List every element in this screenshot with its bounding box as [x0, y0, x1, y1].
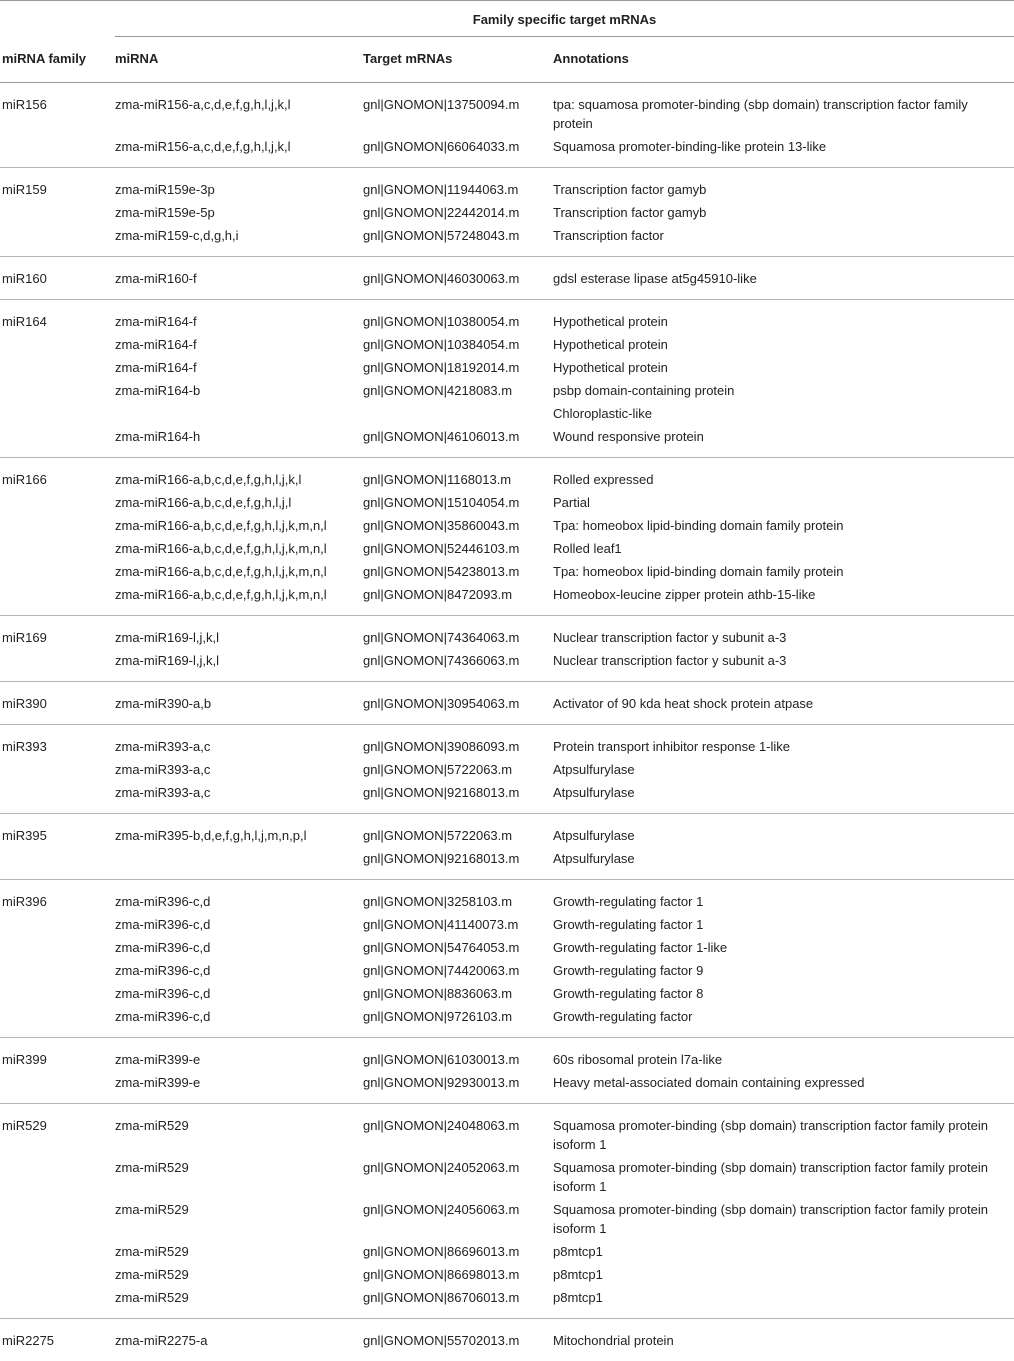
mirna-cell: zma-miR166-a,b,c,d,e,f,g,h,l,j,k,m,n,l	[115, 537, 363, 560]
mirna-family-cell	[0, 560, 115, 583]
mirna-cell: zma-miR159e-5p	[115, 201, 363, 224]
table-row	[0, 982, 1014, 1005]
mirna-family-cell	[0, 201, 115, 224]
table-row	[0, 616, 1014, 650]
annotation-cell: gdsl esterase lipase at5g45910-like	[553, 257, 1014, 300]
target-mrna-cell: gnl|GNOMON|9726103.m	[363, 1005, 553, 1038]
target-mrna-cell: gnl|GNOMON|5722063.m	[363, 814, 553, 848]
table-row	[0, 537, 1014, 560]
target-mrna-cell: gnl|GNOMON|22442014.m	[363, 201, 553, 224]
annotation-cell: Rolled leaf1	[553, 537, 1014, 560]
annotation-cell: Growth-regulating factor 1-like	[553, 936, 1014, 959]
target-mrna-cell: gnl|GNOMON|39086093.m	[363, 725, 553, 759]
annotation-cell: Atpsulfurylase	[553, 847, 1014, 880]
mirna-family-cell	[0, 936, 115, 959]
annotation-cell: Growth-regulating factor 1	[553, 880, 1014, 914]
target-mrna-cell: gnl|GNOMON|35860043.m	[363, 514, 553, 537]
mirna-cell: zma-miR399-e	[115, 1071, 363, 1104]
table-row	[0, 814, 1014, 848]
mirna-cell: zma-miR395-b,d,e,f,g,h,l,j,m,n,p,l	[115, 814, 363, 848]
table-row	[0, 257, 1014, 300]
mirna-cell: zma-miR2275-a	[115, 1319, 363, 1361]
table-row	[0, 300, 1014, 334]
annotation-cell: Squamosa promoter-binding-like protein 13-like	[553, 135, 1014, 168]
target-mrna-cell: gnl|GNOMON|74366063.m	[363, 649, 553, 682]
annotation-cell: Hypothetical protein	[553, 333, 1014, 356]
mirna-family-cell	[0, 781, 115, 814]
mirna-family-cell	[0, 649, 115, 682]
table-row	[0, 649, 1014, 682]
table-row	[0, 1240, 1014, 1263]
table-row	[0, 781, 1014, 814]
target-mrna-cell: gnl|GNOMON|61030013.m	[363, 1038, 553, 1072]
mirna-cell: zma-miR166-a,b,c,d,e,f,g,h,l,j,k,l	[115, 458, 363, 492]
mirna-cell	[115, 847, 363, 880]
annotation-cell: Atpsulfurylase	[553, 814, 1014, 848]
table-row	[0, 847, 1014, 880]
table-row	[0, 1038, 1014, 1072]
annotation-cell: Rolled expressed	[553, 458, 1014, 492]
mirna-family-cell	[0, 959, 115, 982]
mirna-cell: zma-miR529	[115, 1104, 363, 1157]
mirna-cell: zma-miR396-c,d	[115, 936, 363, 959]
annotation-cell: Tpa: homeobox lipid-binding domain family protein	[553, 514, 1014, 537]
mirna-family-cell	[0, 425, 115, 458]
annotation-cell: Tpa: homeobox lipid-binding domain family protein	[553, 560, 1014, 583]
mirna-cell: zma-miR529	[115, 1156, 363, 1198]
target-mrna-cell: gnl|GNOMON|8836063.m	[363, 982, 553, 1005]
annotation-cell: Mitochondrial protein	[553, 1319, 1014, 1361]
table-row	[0, 959, 1014, 982]
mirna-cell: zma-miR156-a,c,d,e,f,g,h,l,j,k,l	[115, 83, 363, 136]
target-mrna-cell: gnl|GNOMON|10384054.m	[363, 333, 553, 356]
target-mrna-cell: gnl|GNOMON|92930013.m	[363, 1071, 553, 1104]
mirna-cell: zma-miR159-c,d,g,h,i	[115, 224, 363, 257]
annotation-cell: Squamosa promoter-binding (sbp domain) transcription factor family protein isoform 1	[553, 1198, 1014, 1240]
target-mrna-cell: gnl|GNOMON|24048063.m	[363, 1104, 553, 1157]
annotation-cell: Atpsulfurylase	[553, 758, 1014, 781]
mirna-family-cell: miR396	[0, 880, 115, 914]
mirna-family-cell	[0, 847, 115, 880]
mirna-family-cell	[0, 135, 115, 168]
annotation-cell: 60s ribosomal protein l7a-like	[553, 1038, 1014, 1072]
mirna-family-cell	[0, 537, 115, 560]
target-mrna-cell: gnl|GNOMON|24056063.m	[363, 1198, 553, 1240]
annotation-cell: Transcription factor	[553, 224, 1014, 257]
table-row	[0, 201, 1014, 224]
table-row	[0, 1198, 1014, 1240]
target-mrna-cell: gnl|GNOMON|4218083.m	[363, 379, 553, 402]
mirna-family-cell	[0, 1263, 115, 1286]
mirna-family-cell	[0, 1286, 115, 1319]
table-row	[0, 402, 1014, 425]
target-mrna-cell: gnl|GNOMON|86706013.m	[363, 1286, 553, 1319]
mirna-family-cell	[0, 333, 115, 356]
mirna-family-cell	[0, 1240, 115, 1263]
table-row	[0, 758, 1014, 781]
mirna-cell: zma-miR164-b	[115, 379, 363, 402]
mirna-cell: zma-miR393-a,c	[115, 781, 363, 814]
mirna-cell: zma-miR396-c,d	[115, 982, 363, 1005]
mirna-cell: zma-miR166-a,b,c,d,e,f,g,h,l,j,k,m,n,l	[115, 560, 363, 583]
annotation-cell: Growth-regulating factor 9	[553, 959, 1014, 982]
mirna-cell: zma-miR396-c,d	[115, 1005, 363, 1038]
caption-row	[0, 1, 1014, 45]
target-mrna-cell: gnl|GNOMON|55702013.m	[363, 1319, 553, 1361]
header-annotations: Annotations	[553, 44, 1014, 83]
mirna-family-cell	[0, 1071, 115, 1104]
table-row	[0, 135, 1014, 168]
mirna-family-cell	[0, 356, 115, 379]
annotation-cell: Squamosa promoter-binding (sbp domain) transcription factor family protein isoform 1	[553, 1104, 1014, 1157]
table-row	[0, 1104, 1014, 1157]
table-row	[0, 936, 1014, 959]
mirna-cell: zma-miR529	[115, 1263, 363, 1286]
table-row	[0, 1005, 1014, 1038]
target-mrna-cell: gnl|GNOMON|13750094.m	[363, 83, 553, 136]
annotation-cell: Chloroplastic-like	[553, 402, 1014, 425]
annotation-cell: Nuclear transcription factor y subunit a-3	[553, 616, 1014, 650]
table-body	[0, 83, 1014, 1361]
target-mrna-cell: gnl|GNOMON|74364063.m	[363, 616, 553, 650]
header-mirna: miRNA	[115, 44, 363, 83]
target-mrna-cell: gnl|GNOMON|8472093.m	[363, 583, 553, 616]
mirna-family-cell: miR393	[0, 725, 115, 759]
table-row	[0, 1263, 1014, 1286]
mirna-family-cell	[0, 402, 115, 425]
target-mrna-cell: gnl|GNOMON|18192014.m	[363, 356, 553, 379]
table-row	[0, 224, 1014, 257]
mirna-cell: zma-miR166-a,b,c,d,e,f,g,h,l,j,k,m,n,l	[115, 583, 363, 616]
mirna-cell: zma-miR393-a,c	[115, 725, 363, 759]
annotation-cell: Homeobox-leucine zipper protein athb-15-like	[553, 583, 1014, 616]
mirna-family-cell	[0, 583, 115, 616]
table-row	[0, 682, 1014, 725]
mirna-cell: zma-miR160-f	[115, 257, 363, 300]
mirna-cell: zma-miR159e-3p	[115, 168, 363, 202]
mirna-cell: zma-miR529	[115, 1240, 363, 1263]
table-row	[0, 583, 1014, 616]
annotation-cell: tpa: squamosa promoter-binding (sbp domain) transcription factor family protein	[553, 83, 1014, 136]
table-caption-cell	[0, 1, 1014, 45]
mirna-family-cell	[0, 982, 115, 1005]
mirna-family-cell: miR390	[0, 682, 115, 725]
annotation-cell: p8mtcp1	[553, 1240, 1014, 1263]
annotation-cell: Atpsulfurylase	[553, 781, 1014, 814]
target-mrna-cell: gnl|GNOMON|1168013.m	[363, 458, 553, 492]
target-mrna-cell: gnl|GNOMON|54764053.m	[363, 936, 553, 959]
mirna-cell	[115, 402, 363, 425]
mirna-family-cell	[0, 224, 115, 257]
mirna-family-cell	[0, 1005, 115, 1038]
mirna-cell: zma-miR169-l,j,k,l	[115, 616, 363, 650]
table-row	[0, 1071, 1014, 1104]
mirna-family-cell	[0, 491, 115, 514]
target-mrna-cell: gnl|GNOMON|86696013.m	[363, 1240, 553, 1263]
target-mrna-cell: gnl|GNOMON|46106013.m	[363, 425, 553, 458]
mirna-family-cell: miR156	[0, 83, 115, 136]
mirna-family-cell	[0, 379, 115, 402]
table-caption: Family specific target mRNAs	[115, 10, 1014, 37]
table-row	[0, 1156, 1014, 1198]
header-row	[0, 44, 1014, 83]
annotation-cell: Growth-regulating factor 1	[553, 913, 1014, 936]
mirna-cell: zma-miR396-c,d	[115, 959, 363, 982]
table-row	[0, 1319, 1014, 1361]
target-mrna-cell	[363, 402, 553, 425]
annotation-cell: Activator of 90 kda heat shock protein atpase	[553, 682, 1014, 725]
table-row	[0, 913, 1014, 936]
target-mrna-cell: gnl|GNOMON|30954063.m	[363, 682, 553, 725]
target-mrna-cell: gnl|GNOMON|24052063.m	[363, 1156, 553, 1198]
table-row	[0, 560, 1014, 583]
target-mrna-cell: gnl|GNOMON|3258103.m	[363, 880, 553, 914]
mirna-cell: zma-miR396-c,d	[115, 880, 363, 914]
mirna-family-cell: miR166	[0, 458, 115, 492]
mirna-cell: zma-miR164-f	[115, 300, 363, 334]
mirna-cell: zma-miR164-h	[115, 425, 363, 458]
annotation-cell: Partial	[553, 491, 1014, 514]
header-target-mrnas: Target mRNAs	[363, 44, 553, 83]
mirna-cell: zma-miR529	[115, 1286, 363, 1319]
annotation-cell: Wound responsive protein	[553, 425, 1014, 458]
target-mrna-cell: gnl|GNOMON|52446103.m	[363, 537, 553, 560]
mirna-family-cell: miR159	[0, 168, 115, 202]
table-row	[0, 491, 1014, 514]
annotation-cell: Hypothetical protein	[553, 356, 1014, 379]
target-mrna-cell: gnl|GNOMON|92168013.m	[363, 781, 553, 814]
mirna-cell: zma-miR166-a,b,c,d,e,f,g,h,l,j,k,m,n,l	[115, 514, 363, 537]
target-mrna-cell: gnl|GNOMON|57248043.m	[363, 224, 553, 257]
target-mrna-cell: gnl|GNOMON|41140073.m	[363, 913, 553, 936]
annotation-cell: Transcription factor gamyb	[553, 168, 1014, 202]
mirna-family-cell: miR395	[0, 814, 115, 848]
mirna-family-cell: miR529	[0, 1104, 115, 1157]
mirna-family-cell	[0, 514, 115, 537]
target-mrna-cell: gnl|GNOMON|92168013.m	[363, 847, 553, 880]
annotation-cell: Protein transport inhibitor response 1-like	[553, 725, 1014, 759]
annotation-cell: Hypothetical protein	[553, 300, 1014, 334]
target-mrna-cell: gnl|GNOMON|11944063.m	[363, 168, 553, 202]
mirna-family-cell: miR169	[0, 616, 115, 650]
mirna-family-cell: miR399	[0, 1038, 115, 1072]
target-mrna-cell: gnl|GNOMON|54238013.m	[363, 560, 553, 583]
mirna-family-cell	[0, 913, 115, 936]
target-mrna-cell: gnl|GNOMON|74420063.m	[363, 959, 553, 982]
annotation-cell: Growth-regulating factor 8	[553, 982, 1014, 1005]
mirna-cell: zma-miR169-l,j,k,l	[115, 649, 363, 682]
mirna-family-cell: miR160	[0, 257, 115, 300]
mirna-cell: zma-miR399-e	[115, 1038, 363, 1072]
table-row	[0, 458, 1014, 492]
annotation-cell: psbp domain-containing protein	[553, 379, 1014, 402]
annotation-cell: p8mtcp1	[553, 1286, 1014, 1319]
table-row	[0, 168, 1014, 202]
mirna-family-cell	[0, 1198, 115, 1240]
table-row	[0, 356, 1014, 379]
mirna-cell: zma-miR529	[115, 1198, 363, 1240]
mirna-cell: zma-miR164-f	[115, 333, 363, 356]
target-mrna-cell: gnl|GNOMON|46030063.m	[363, 257, 553, 300]
mirna-family-cell: miR2275	[0, 1319, 115, 1361]
mirna-cell: zma-miR164-f	[115, 356, 363, 379]
mirna-family-cell	[0, 1156, 115, 1198]
table-row	[0, 880, 1014, 914]
table-row	[0, 725, 1014, 759]
mirna-cell: zma-miR166-a,b,c,d,e,f,g,h,l,j,l	[115, 491, 363, 514]
annotation-cell: Transcription factor gamyb	[553, 201, 1014, 224]
target-mrna-cell: gnl|GNOMON|15104054.m	[363, 491, 553, 514]
target-mrna-cell: gnl|GNOMON|86698013.m	[363, 1263, 553, 1286]
table-row	[0, 514, 1014, 537]
mirna-cell: zma-miR156-a,c,d,e,f,g,h,l,j,k,l	[115, 135, 363, 168]
mirna-cell: zma-miR393-a,c	[115, 758, 363, 781]
annotation-cell: Growth-regulating factor	[553, 1005, 1014, 1038]
mirna-family-cell	[0, 758, 115, 781]
table-row	[0, 83, 1014, 136]
header-mirna-family: miRNA family	[0, 44, 115, 83]
target-mrna-cell: gnl|GNOMON|5722063.m	[363, 758, 553, 781]
target-mrna-cell: gnl|GNOMON|10380054.m	[363, 300, 553, 334]
annotation-cell: Nuclear transcription factor y subunit a-3	[553, 649, 1014, 682]
annotation-cell: Squamosa promoter-binding (sbp domain) transcription factor family protein isoform 1	[553, 1156, 1014, 1198]
table-row	[0, 1286, 1014, 1319]
mirna-cell: zma-miR396-c,d	[115, 913, 363, 936]
table-row	[0, 333, 1014, 356]
annotation-cell: p8mtcp1	[553, 1263, 1014, 1286]
target-mrna-cell: gnl|GNOMON|66064033.m	[363, 135, 553, 168]
table-row	[0, 379, 1014, 402]
annotation-cell: Heavy metal-associated domain containing expressed	[553, 1071, 1014, 1104]
table-row	[0, 425, 1014, 458]
mirna-family-cell: miR164	[0, 300, 115, 334]
mirna-cell: zma-miR390-a,b	[115, 682, 363, 725]
